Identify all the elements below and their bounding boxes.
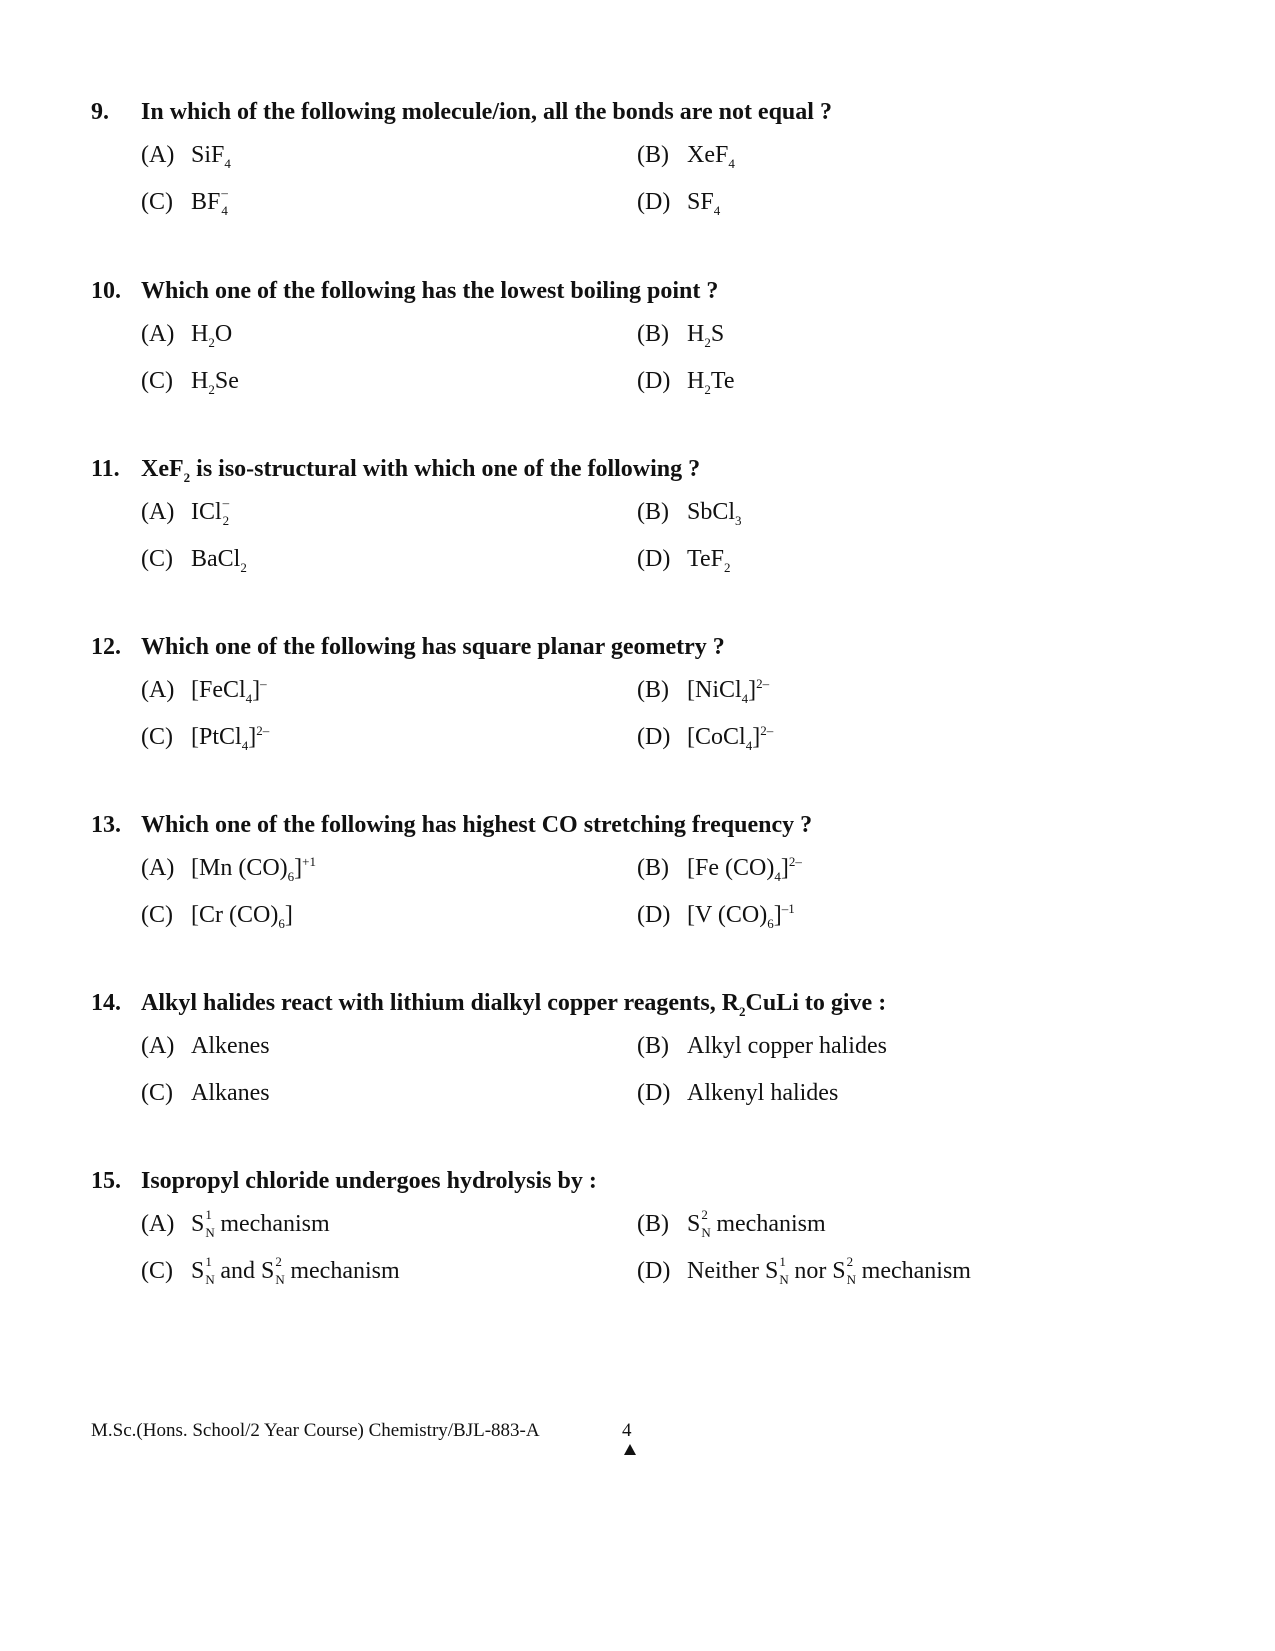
option-label: (C) [141,1080,173,1106]
option-c: (C) Alkanes [141,1076,270,1110]
option-d: (D) TeF$_2$ [637,542,730,576]
option-c: (C) BF – 4 [141,185,228,218]
option-label: (B) [637,855,669,881]
option-label: (C) [141,724,173,750]
question-text: Isopropyl chloride undergoes hydrolysis by : [141,1168,597,1194]
option-b: (B) Alkyl copper halides [637,1029,887,1063]
question-text: Which one of the following has the lowest boiling point ? [141,278,719,304]
option-a: (A) ICl – 2 [141,495,230,528]
option-d: (D) $H_2Te$ [637,364,734,398]
question-9 [91,94,1211,218]
question-15 [91,1163,1211,1287]
question-number: 14. [91,990,121,1016]
option-b: (B) [NiCl$_4$]$^{2-}$ [637,673,769,707]
question-13 [91,807,1211,931]
option-label: (A) [141,1211,175,1237]
option-a: (A) [Mn $(CO)_6]^{+1}$ [141,851,316,885]
question-number: 9. [91,99,109,125]
option-c: (C) S 1 N and S 2 N mechanism [141,1254,400,1287]
option-label: (D) [637,902,671,928]
page-number: 4 [622,1420,632,1441]
option-c: (C) BaCl$_2$ [141,542,247,576]
option-label: (A) [141,142,175,168]
option-a: (A) SiF$_4$ [141,138,231,172]
option-label: (D) [637,189,671,215]
question-text: In which of the following molecule/ion, all the bonds are not equal ? [141,99,832,125]
option-label: (B) [637,499,669,525]
option-a: (A) $H_2O$ [141,317,232,351]
option-a: (A) [FeCl$_4$]– [141,673,267,707]
option-b: (B) XeF$_4$ [637,138,735,172]
option-b: (B) S 2 N mechanism [637,1207,826,1240]
question-text: XeF$_2$ is iso-structural with which one of the following ? [141,456,701,485]
question-number: 15. [91,1168,121,1194]
question-text: Which one of the following has square planar geometry ? [141,634,725,660]
option-label: (C) [141,368,173,394]
option-label: (A) [141,499,175,525]
option-d: (D) [V $(CO)_6]^{-1}$ [637,898,795,932]
option-label: (B) [637,142,669,168]
option-d: (D) $SF_4$ [637,185,720,219]
option-label: (B) [637,677,669,703]
option-label: (B) [637,1033,669,1059]
option-label: (C) [141,546,173,572]
option-label: (D) [637,724,671,750]
question-text: Alkyl halides react with lithium dialkyl copper reagents, $R_2CuLi$ to give : [141,990,887,1019]
option-a: (A) S 1 N mechanism [141,1207,330,1240]
option-d: (D) Neither S 1 N nor S 2 N mechanism [637,1254,971,1287]
option-label: (D) [637,368,671,394]
question-14 [91,985,1211,1106]
question-number: 11. [91,456,120,482]
option-label: (A) [141,321,175,347]
question-number: 13. [91,812,121,838]
footer-course-code: M.Sc.(Hons. School/2 Year Course) Chemistry/BJL-883-A [91,1420,540,1441]
question-10 [91,273,1211,397]
option-c: (C) [Cr $(CO)_6$] [141,898,293,932]
option-label: (D) [637,1080,671,1106]
question-11 [91,451,1211,575]
option-label: (C) [141,1258,173,1284]
question-12 [91,629,1211,753]
option-c: (C) [PtCl$_4$]$^{2-}$ [141,720,269,754]
option-label: (D) [637,1258,671,1284]
question-number: 12. [91,634,121,660]
option-label: (C) [141,902,173,928]
option-b: (B) SbCl$_3$ [637,495,742,529]
question-text: Which one of the following has highest CO stretching frequency ? [141,812,813,838]
option-b: (B) [Fe $(CO)_4]^{2-}$ [637,851,802,885]
option-label: (D) [637,546,671,572]
option-d: (D) [CoCl$_4$]$^{2-}$ [637,720,773,754]
option-label: (C) [141,189,173,215]
option-b: (B) $H_2S$ [637,317,724,351]
option-c: (C) $H_2Se$ [141,364,239,398]
option-label: (A) [141,677,175,703]
option-label: (A) [141,1033,175,1059]
question-number: 10. [91,278,121,304]
option-d: (D) Alkenyl halides [637,1076,838,1110]
option-label: (B) [637,1211,669,1237]
option-label: (A) [141,855,175,881]
option-a: (A) Alkenes [141,1029,270,1063]
up-triangle-icon [624,1444,636,1455]
option-label: (B) [637,321,669,347]
